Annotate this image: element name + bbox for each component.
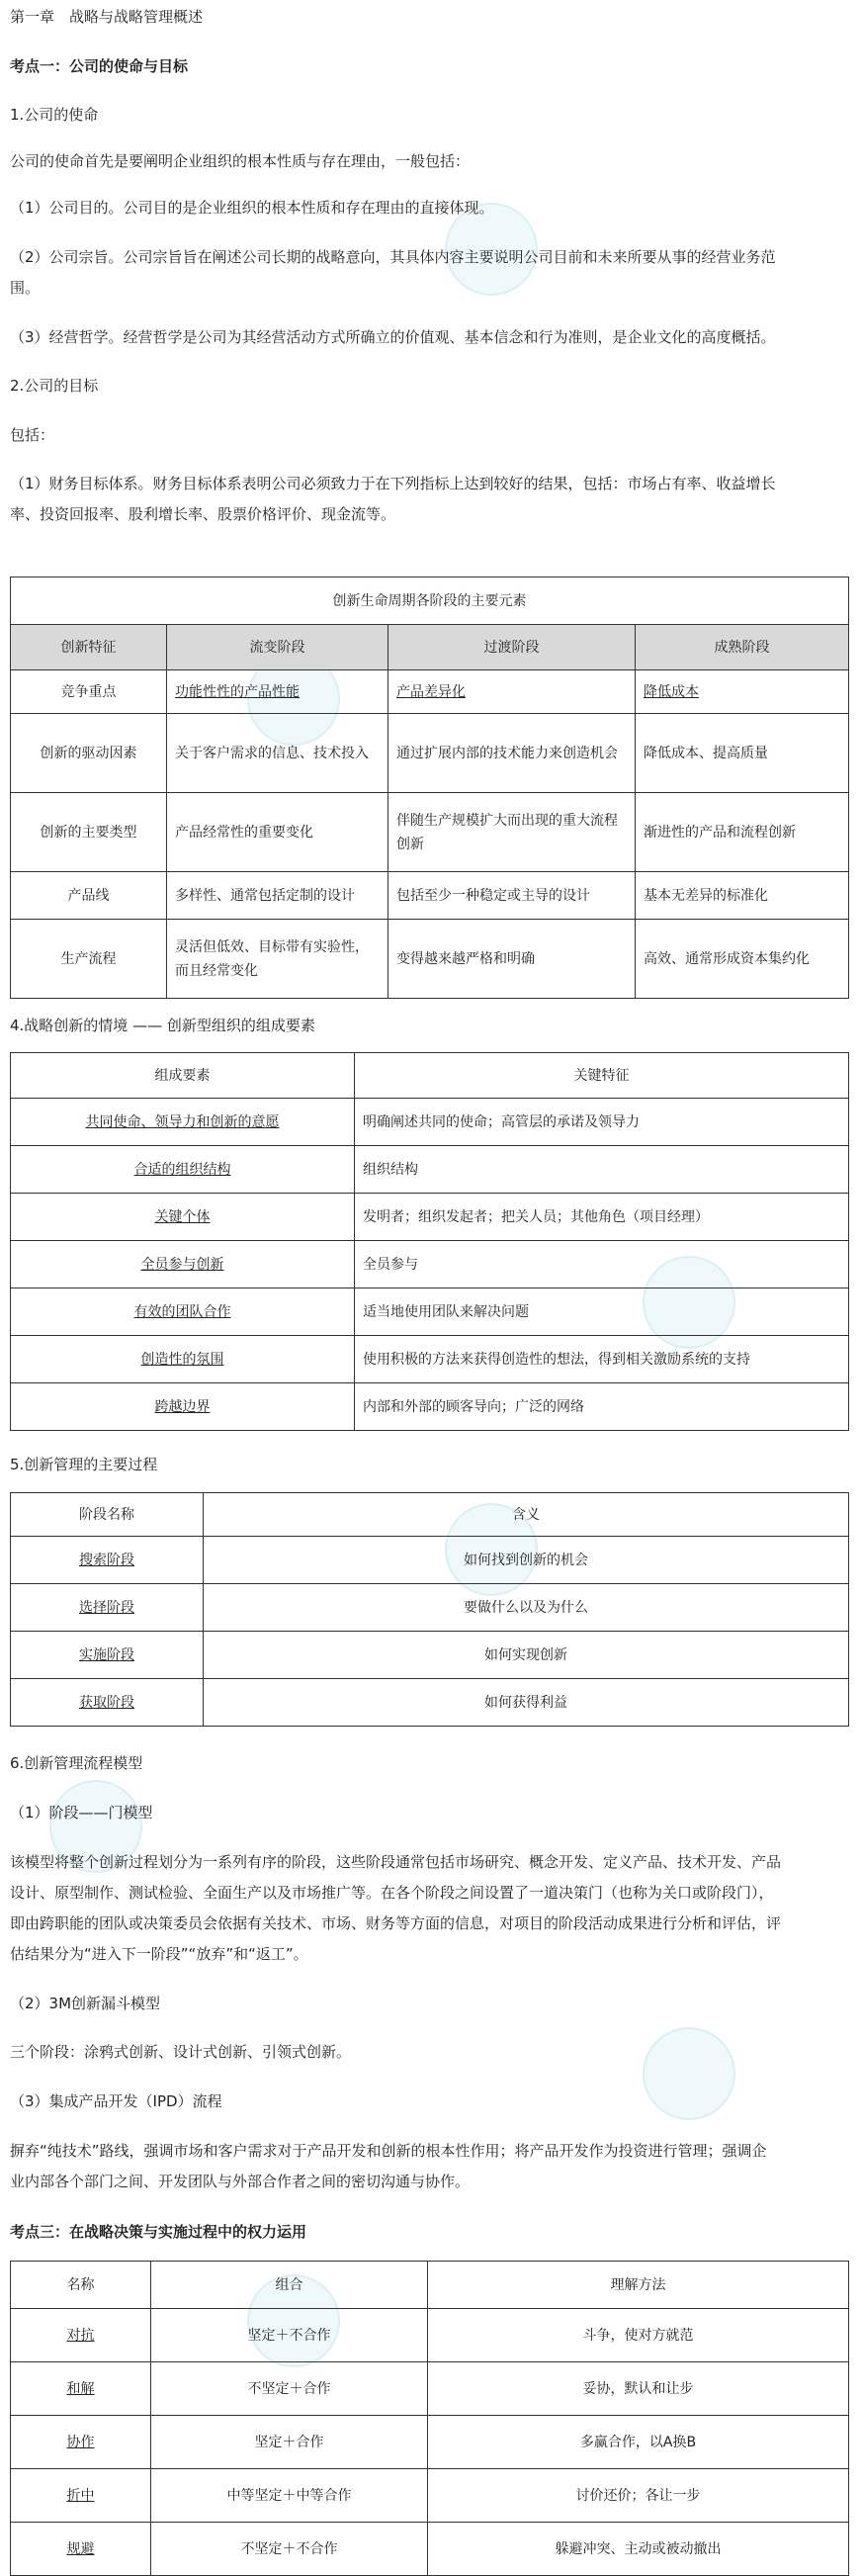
table-cell: 灵活但低效、目标带有实验性，而且经常变化 xyxy=(167,920,388,999)
table-cell: 选择阶段 xyxy=(11,1584,204,1632)
table-cell: 如何实现创新 xyxy=(204,1632,849,1679)
table-cell: 渐进性的产品和流程创新 xyxy=(636,793,849,872)
table-cell: 竞争重点 xyxy=(11,670,167,714)
section-heading: 4.战略创新的情境 —— 创新型组织的组成要素 xyxy=(10,1017,315,1034)
table-cell: 包括至少一种稳定或主导的设计 xyxy=(388,872,636,920)
table-cell: 功能性性的产品性能 xyxy=(167,670,388,714)
table-header: 成熟阶段 xyxy=(636,625,849,670)
org-elements-table xyxy=(10,1052,849,1431)
table-header: 过渡阶段 xyxy=(388,625,636,670)
table-cell: 坚定＋合作 xyxy=(151,2416,428,2469)
paragraph-line: 三个阶段：涂鸦式创新、设计式创新、引领式创新。 xyxy=(10,2043,352,2061)
table-header: 名称 xyxy=(11,2262,151,2309)
table-cell: 生产流程 xyxy=(11,920,167,999)
table-header: 组成要素 xyxy=(11,1053,355,1099)
table-cell: 高效、通常形成资本集约化 xyxy=(636,920,849,999)
table-cell: 实施阶段 xyxy=(11,1632,204,1679)
table-cell: 获取阶段 xyxy=(11,1679,204,1727)
mission-heading: 1.公司的使命 xyxy=(10,106,99,124)
goal-include: 包括： xyxy=(10,426,55,444)
table-cell: 降低成本 xyxy=(636,670,849,714)
table-header: 组合 xyxy=(151,2262,428,2309)
table-cell: 内部和外部的顾客导向；广泛的网络 xyxy=(355,1383,849,1431)
sub-heading: （2）3M创新漏斗模型 xyxy=(10,1995,161,2012)
paragraph-line: 该模型将整个创新过程划分为一系列有序的阶段，这些阶段通常包括市场研究、概念开发、定义产品、技术开发、产品 xyxy=(10,1853,782,1871)
table-cell: 不坚定＋合作 xyxy=(151,2362,428,2416)
table-cell: 如何获得利益 xyxy=(204,1679,849,1727)
process-table xyxy=(10,1492,849,1727)
mission-item: （1）公司目的。公司目的是企业组织的根本性质和存在理由的直接体现。 xyxy=(10,199,494,217)
table-cell: 变得越来越严格和明确 xyxy=(388,920,636,999)
table-cell: 协作 xyxy=(11,2416,151,2469)
power-table xyxy=(10,2261,849,2576)
table-cell: 如何找到创新的机会 xyxy=(204,1537,849,1584)
section-heading: 6.创新管理流程模型 xyxy=(10,1754,143,1772)
table-cell: 关键个体 xyxy=(11,1194,355,1241)
table-cell: 不坚定＋不合作 xyxy=(151,2523,428,2576)
table-cell: 讨价还价；各让一步 xyxy=(428,2469,849,2523)
mission-item: 围。 xyxy=(10,279,41,297)
table-cell: 降低成本、提高质量 xyxy=(636,714,849,793)
table-cell: 适当地使用团队来解决问题 xyxy=(355,1288,849,1336)
paragraph-line: 摒弃“纯技术”路线，强调市场和客户需求对于产品开发和创新的根本性作用；将产品开发作为投资进行管理；强调企 xyxy=(10,2142,767,2160)
table-cell: 明确阐述共同的使命；高管层的承诺及领导力 xyxy=(355,1099,849,1146)
table-cell: 通过扩展内部的技术能力来创造机会 xyxy=(388,714,636,793)
section-title: 考点三：在战略决策与实施过程中的权力运用 xyxy=(10,2223,307,2241)
section-title: 考点一：公司的使命与目标 xyxy=(10,57,189,75)
table-cell: 基本无差异的标准化 xyxy=(636,872,849,920)
table-cell: 关于客户需求的信息、技术投入 xyxy=(167,714,388,793)
lifecycle-table xyxy=(10,577,849,999)
table-cell: 组织结构 xyxy=(355,1146,849,1194)
sub-heading: （1）阶段——门模型 xyxy=(10,1804,153,1821)
goal-heading: 2.公司的目标 xyxy=(10,377,99,395)
sub-heading: （3）集成产品开发（IPD）流程 xyxy=(10,2092,222,2110)
section-heading: 5.创新管理的主要过程 xyxy=(10,1456,158,1473)
table-cell: 创新的驱动因素 xyxy=(11,714,167,793)
table-cell: 产品经常性的重要变化 xyxy=(167,793,388,872)
table-header: 理解方法 xyxy=(428,2262,849,2309)
table-cell: 使用积极的方法来获得创造性的想法，得到相关激励系统的支持 xyxy=(355,1336,849,1383)
table-cell: 坚定＋不合作 xyxy=(151,2309,428,2362)
table-cell: 产品线 xyxy=(11,872,167,920)
chapter-title: 第一章 战略与战略管理概述 xyxy=(10,8,204,26)
paragraph-line: 即由跨职能的团队或决策委员会依据有关技术、市场、财务等方面的信息，对项目的阶段活动成果进行分析和评估，评 xyxy=(10,1914,782,1932)
table-cell: 跨越边界 xyxy=(11,1383,355,1431)
finance-goal: （1）财务目标体系。财务目标体系表明公司必须致力于在下列指标上达到较好的结果，包括：市场占有率、收益增长 xyxy=(10,475,776,492)
table-cell: 全员参与创新 xyxy=(11,1241,355,1288)
table-cell: 多赢合作，以A换B xyxy=(428,2416,849,2469)
table-caption: 创新生命周期各阶段的主要元素 xyxy=(11,577,849,625)
table-cell: 伴随生产规模扩大而出现的重大流程创新 xyxy=(388,793,636,872)
table-cell: 共同使命、领导力和创新的意愿 xyxy=(11,1099,355,1146)
table-cell: 合适的组织结构 xyxy=(11,1146,355,1194)
table-cell: 斗争，使对方就范 xyxy=(428,2309,849,2362)
table-cell: 妥协，默认和让步 xyxy=(428,2362,849,2416)
table-cell: 产品差异化 xyxy=(388,670,636,714)
table-cell: 多样性、通常包括定制的设计 xyxy=(167,872,388,920)
table-cell: 规避 xyxy=(11,2523,151,2576)
table-cell: 有效的团队合作 xyxy=(11,1288,355,1336)
table-header: 含义 xyxy=(204,1493,849,1537)
table-header: 阶段名称 xyxy=(11,1493,204,1537)
mission-item: （3）经营哲学。经营哲学是公司为其经营活动方式所确立的价值观、基本信念和行为准则，是企业文化的高度概括。 xyxy=(10,328,776,346)
finance-goal: 率、投资回报率、股利增长率、股票价格评价、现金流等。 xyxy=(10,505,396,523)
mission-intro: 公司的使命首先是要阐明企业组织的根本性质与存在理由，一般包括： xyxy=(10,152,471,170)
table-cell: 发明者；组织发起者；把关人员；其他角色（项目经理） xyxy=(355,1194,849,1241)
table-cell: 折中 xyxy=(11,2469,151,2523)
table-header: 关键特征 xyxy=(355,1053,849,1099)
table-cell: 对抗 xyxy=(11,2309,151,2362)
table-cell: 中等坚定＋中等合作 xyxy=(151,2469,428,2523)
table-cell: 和解 xyxy=(11,2362,151,2416)
table-cell: 创新的主要类型 xyxy=(11,793,167,872)
table-cell: 搜索阶段 xyxy=(11,1537,204,1584)
mission-item: （2）公司宗旨。公司宗旨旨在阐述公司长期的战略意向，其具体内容主要说明公司目前和未来所要从事的经营业务范 xyxy=(10,248,776,266)
paragraph-line: 设计、原型制作、测试检验、全面生产以及市场推广等。在各个阶段之间设置了一道决策门（也称为关口或阶段门）， xyxy=(10,1884,774,1902)
table-cell: 创造性的氛围 xyxy=(11,1336,355,1383)
paragraph-line: 估结果分为“进入下一阶段”“放弃”和“返工”。 xyxy=(10,1945,308,1963)
table-cell: 全员参与 xyxy=(355,1241,849,1288)
table-cell: 躲避冲突、主动或被动撤出 xyxy=(428,2523,849,2576)
table-header: 创新特征 xyxy=(11,625,167,670)
table-header: 流变阶段 xyxy=(167,625,388,670)
table-cell: 要做什么以及为什么 xyxy=(204,1584,849,1632)
paragraph-line: 业内部各个部门之间、开发团队与外部合作者之间的密切沟通与协作。 xyxy=(10,2173,471,2190)
